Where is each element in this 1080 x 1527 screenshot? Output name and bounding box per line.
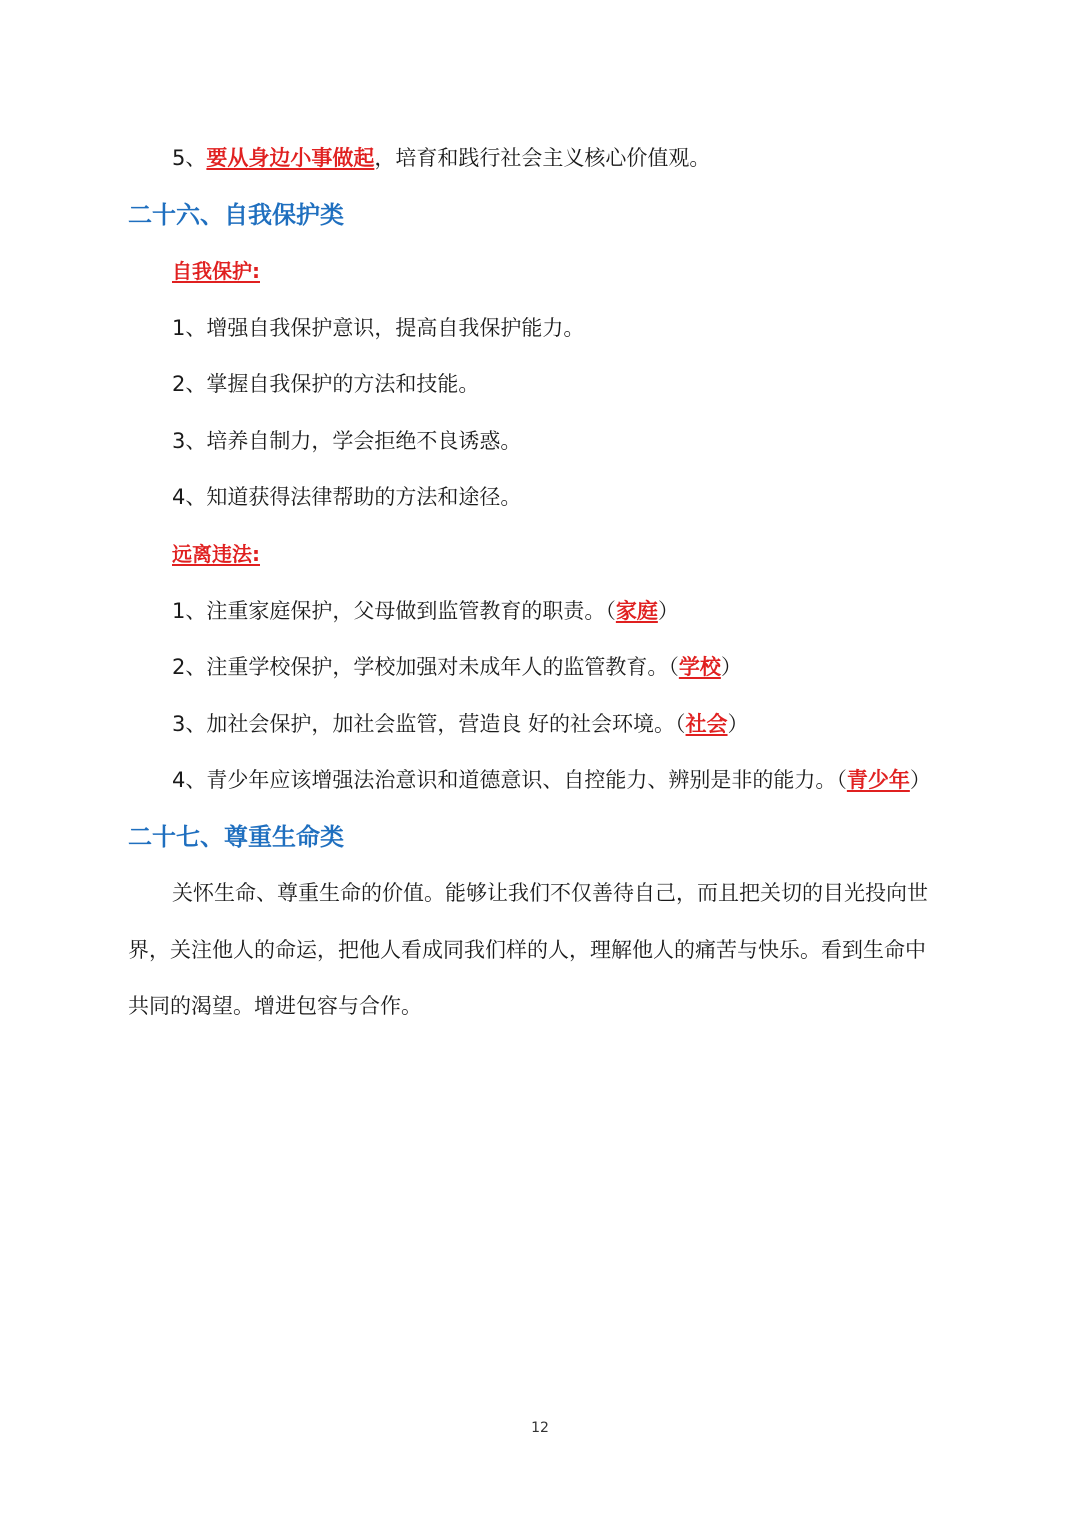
highlight-text: 学校 xyxy=(678,655,721,679)
list-item xyxy=(172,143,710,173)
list-item-close: ） xyxy=(657,599,679,623)
list-item: 4、知道获得法律帮助的方法和途径。 xyxy=(172,485,522,509)
list-item xyxy=(172,596,679,626)
highlight-text: 社会 xyxy=(685,712,728,736)
list-item-number: 5、 xyxy=(172,146,207,170)
list-item xyxy=(172,765,931,795)
list-item: 3、培养自制力，学会拒绝不良诱惑。 xyxy=(172,429,522,453)
list-item xyxy=(172,652,742,682)
paragraph-line: 共同的渴望。增进包容与合作。 xyxy=(128,994,422,1018)
section-heading-26: 二十六、自我保护类 xyxy=(128,201,344,229)
list-item xyxy=(172,709,749,739)
list-item-text: 1、注重家庭保护，父母做到监管教育的职责。（ xyxy=(172,599,616,623)
list-item: 1、增强自我保护意识，提高自我保护能力。 xyxy=(172,316,585,340)
highlight-text: 要从身边小事做起 xyxy=(206,146,375,170)
list-item-close: ） xyxy=(727,712,749,736)
list-item-text: 3、加社会保护，加社会监管，营造良 好的社会环境。（ xyxy=(172,712,686,736)
highlight-text: 青少年 xyxy=(846,768,910,792)
subheading-avoid-crime: 远离违法: xyxy=(172,542,260,566)
list-item-text: 2、注重学校保护，学校加强对未成年人的监管教育。（ xyxy=(172,655,679,679)
highlight-text: 家庭 xyxy=(615,599,658,623)
section-heading-27: 二十七、尊重生命类 xyxy=(128,823,344,851)
list-item-close: ） xyxy=(909,768,931,792)
page-number: 12 xyxy=(531,1420,549,1436)
list-item: 2、掌握自我保护的方法和技能。 xyxy=(172,372,480,396)
list-item-text: ，培育和践行社会主义核心价值观。 xyxy=(374,146,711,170)
list-item-text: 4、青少年应该增强法治意识和道德意识、自控能力、辨别是非的能力。（ xyxy=(172,768,847,792)
list-item-close: ） xyxy=(720,655,742,679)
paragraph-line: 界，关注他人的命运，把他人看成同我们样的人，理解他人的痛苦与快乐。看到生命中 xyxy=(128,938,926,962)
subheading-self-protection: 自我保护: xyxy=(172,259,260,283)
paragraph-line: 关怀生命、尊重生命的价值。能够让我们不仅善待自己，而且把关切的目光投向世 xyxy=(172,881,928,905)
